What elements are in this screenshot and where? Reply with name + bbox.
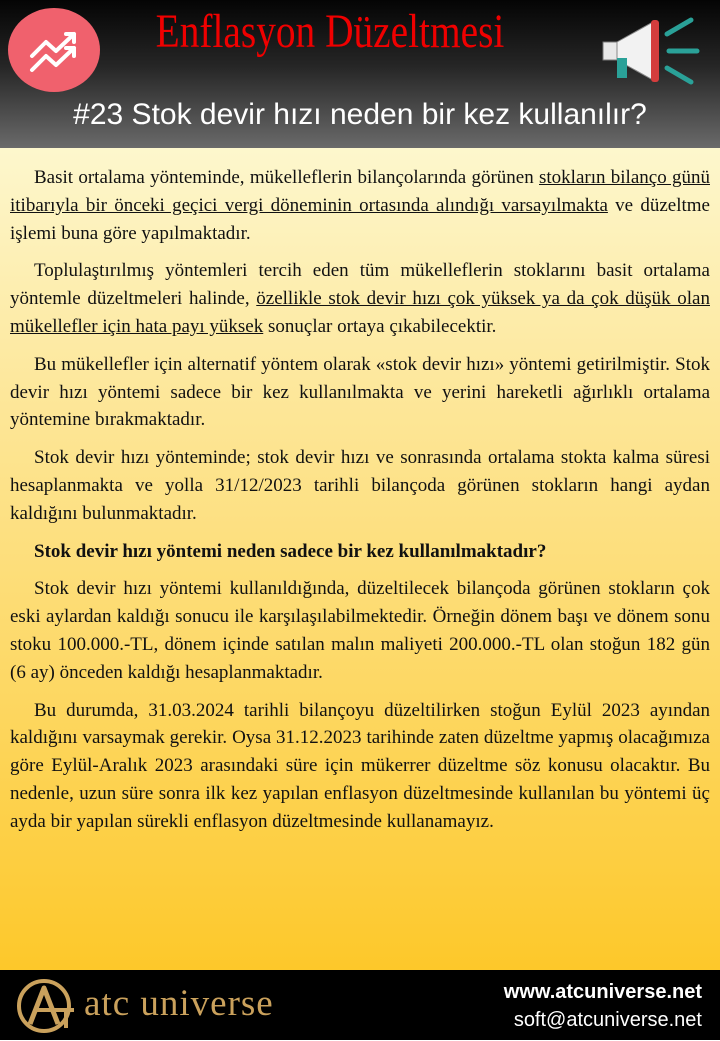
megaphone-icon (595, 10, 705, 90)
paragraph: Bu durumda, 31.03.2024 tarihli bilançoyu düzeltilirken stoğun Eylül 2023 ayından kaldığını varsaymak gerekir. Oysa 31.12.2023 tarihinde zaten düzeltme yapmış olacağımıza göre Eylül-Aralık 2023 arasındaki süre için mükerrer düzeltme söz konusu olacaktır. Bu nedenle, uzun süre sonra ilk kez yapılan enflasyon düzeltmesinde kullanılan bu yöntemi üç ayda bir yapılan sürekli enflasyon düzeltmesinde kullanamayız. (10, 699, 710, 832)
article-body (0, 148, 720, 970)
atc-logo-icon (10, 976, 82, 1036)
header (0, 0, 720, 148)
paragraph: Bu mükellefler için alternatif yöntem olarak «stok devir hızı» yöntemi getirilmiştir. Stok devir hızı yöntemi sadece bir kez kullanılmakta ve yerini hareketli ağırlıklı ortalama yöntemine bırakmaktadır. (10, 353, 710, 431)
paragraph: Stok devir hızı yöntemi kullanıldığında, düzeltilecek bilançoda görünen stokların çok eski aylardan kaldığı sonucu ile karşılaşılabilmektedir. Örneğin dönem başı ve dönem sonu stoku 100.000.-TL, dönem içinde satılan malın maliyeti 200.000.-TL olan stoğun 182 gün (6 ay) önceden kaldığı hesaplanmaktadır. (10, 578, 710, 683)
paragraph: Stok devir hızı yönteminde; stok devir hızı ve sonrasında ortalama stokta kalma süresi hesaplanmakta ve yolla 31/12/2023 tarihli bilançoda görünen stokların hangi aydan kaldığını bulunmaktadır. (10, 447, 710, 524)
paragraph: Basit ortalama yönteminde, mükelleflerin bilançolarında görünen stokların bilanço günü itibarıyla bir önceki geçici vergi döneminin ortasında alındığı varsayılmakta ve düzeltme işlemi buna göre yapılmaktadır. (10, 167, 710, 244)
paragraph: Toplulaştırılmış yöntemleri tercih eden tüm mükelleflerin stoklarını basit ortalama yöntemle düzeltmeleri halinde, özellikle stok devir hızı çok yüksek ya da çok düşük olan mükellefler için hata payı yüksek sonuçlar ortaya çıkabilecektir. (10, 260, 710, 337)
website-link[interactable]: www.atcuniverse.net (503, 981, 702, 1003)
page-subtitle: #23 Stok devir hızı neden bir kez kullanılır? (73, 98, 647, 131)
email-link[interactable]: soft@atcuniverse.net (513, 1009, 702, 1031)
footer (0, 970, 720, 1040)
section-question: Stok devir hızı yöntemi neden sadece bir kez kullanılmaktadır? (34, 540, 547, 562)
contact-info (504, 978, 702, 1034)
page-title: Enflasyon Düzeltmesi (155, 5, 505, 58)
brand-name: atc universe (84, 983, 274, 1024)
trending-up-icon (8, 8, 100, 92)
